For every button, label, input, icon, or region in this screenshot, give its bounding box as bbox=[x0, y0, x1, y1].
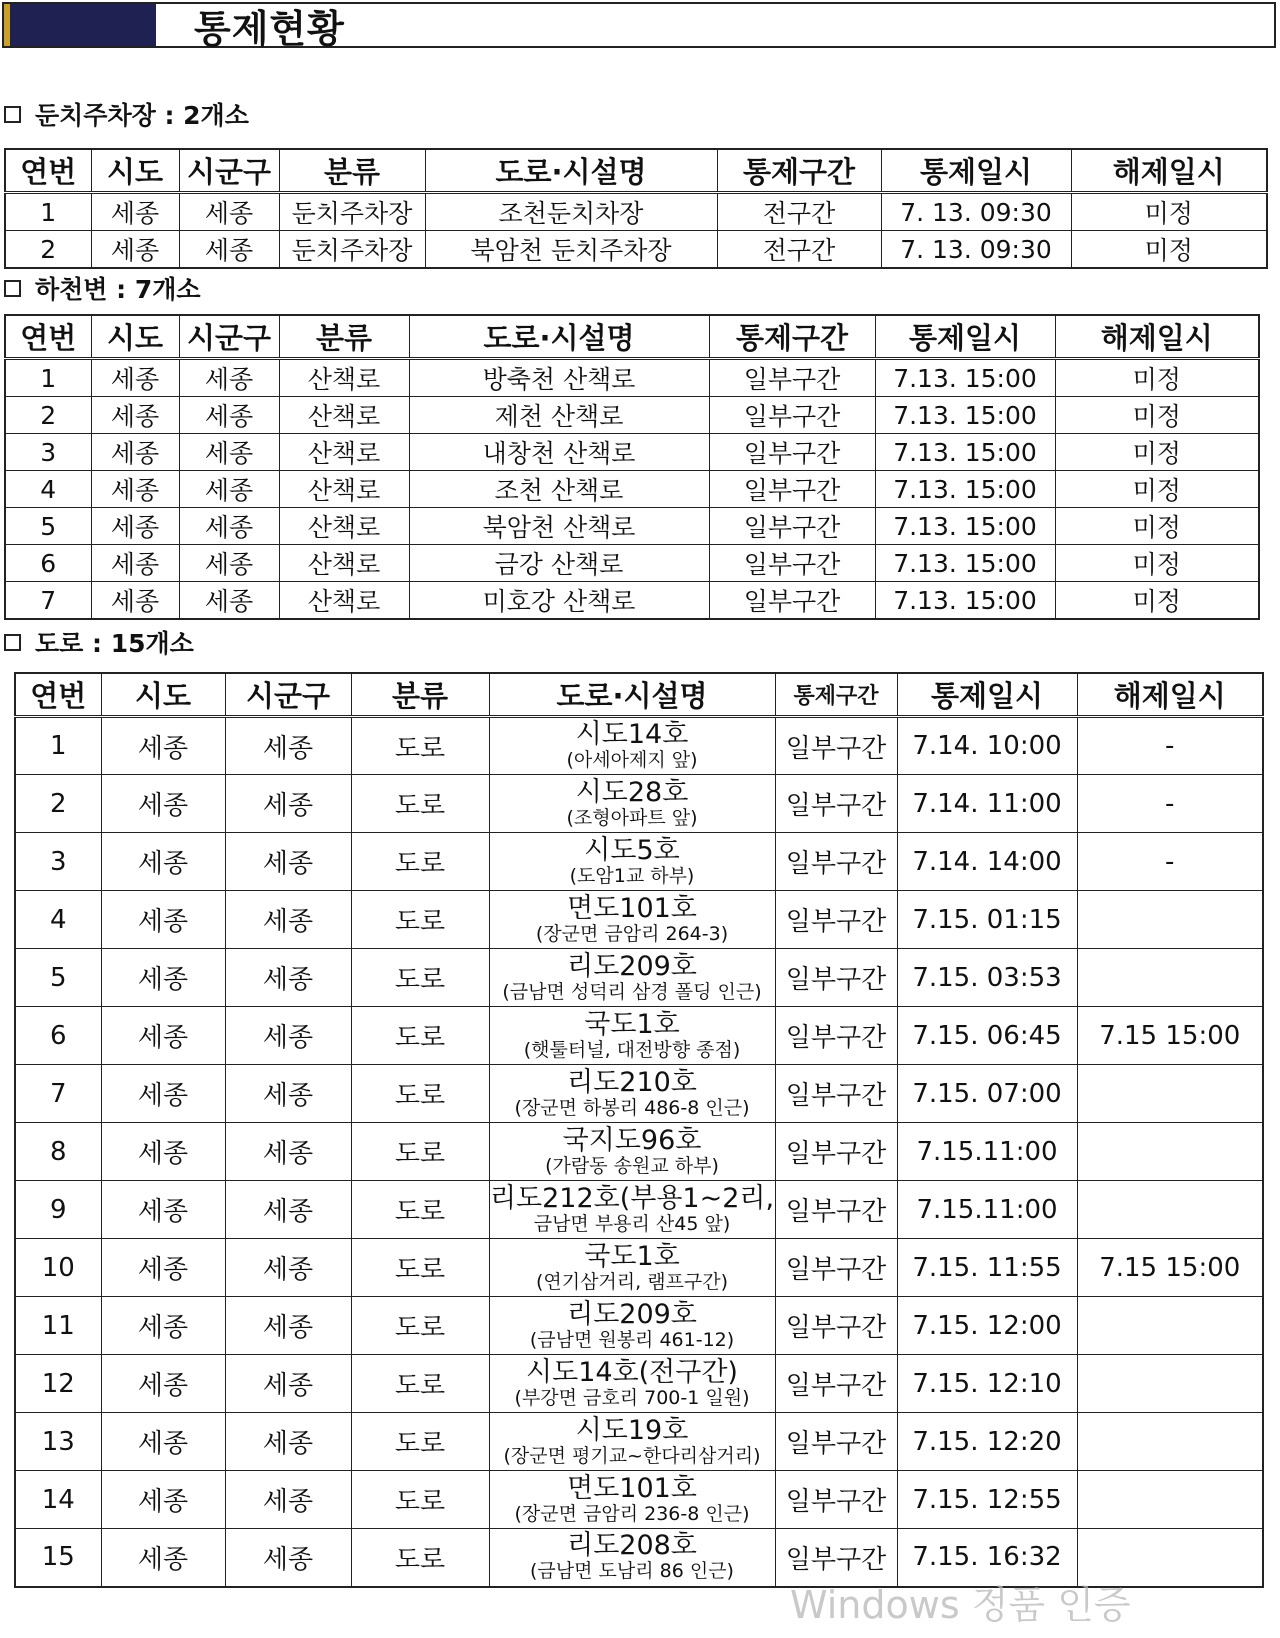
table-cell bbox=[489, 1007, 775, 1065]
table-cell bbox=[489, 1123, 775, 1181]
table-header-row bbox=[5, 315, 1259, 359]
table-cell: 세종 bbox=[225, 1529, 351, 1587]
table-row bbox=[15, 1355, 1263, 1413]
table-cell: 산책로 bbox=[279, 471, 409, 508]
table-cell: 일부구간 bbox=[709, 545, 875, 582]
table-cell: 5 bbox=[15, 949, 101, 1007]
table-cell: 도로 bbox=[351, 1413, 489, 1471]
table-cell bbox=[489, 949, 775, 1007]
column-header: 분류 bbox=[279, 149, 425, 193]
column-header: 통제구간 bbox=[775, 673, 897, 717]
table-cell: - bbox=[1077, 717, 1263, 775]
table-cell: 7.15. 07:00 bbox=[897, 1065, 1077, 1123]
table-cell: 세종 bbox=[225, 1007, 351, 1065]
table-cell: 일부구간 bbox=[775, 1413, 897, 1471]
table-cell: 7.13. 15:00 bbox=[875, 545, 1055, 582]
table-cell: 세종 bbox=[101, 1007, 225, 1065]
table-cell bbox=[489, 1181, 775, 1239]
table-cell: 방축천 산책로 bbox=[409, 359, 709, 397]
table-cell: 7.15. 01:15 bbox=[897, 891, 1077, 949]
table-cell: 일부구간 bbox=[775, 949, 897, 1007]
table-cell: 2 bbox=[15, 775, 101, 833]
column-header: 연번 bbox=[15, 673, 101, 717]
facility-location: (금남면 원봉리 461-12) bbox=[529, 1328, 735, 1351]
table-cell: 세종 bbox=[179, 397, 279, 434]
table-cell: 11 bbox=[15, 1297, 101, 1355]
table-cell: 미정 bbox=[1055, 434, 1259, 471]
table-cell bbox=[489, 1471, 775, 1529]
table-cell: 7.15. 12:55 bbox=[897, 1471, 1077, 1529]
checkbox-icon bbox=[4, 280, 21, 297]
table-cell: - bbox=[1077, 833, 1263, 891]
facility-name: 리도209호 bbox=[567, 1298, 697, 1330]
table-cell: 7 bbox=[5, 582, 91, 620]
table-cell bbox=[1077, 891, 1263, 949]
table-cell: 7.14. 10:00 bbox=[897, 717, 1077, 775]
facility-location: (장군면 금암리 236-8 인근) bbox=[514, 1502, 750, 1525]
facility-name: 면도101호 bbox=[567, 892, 697, 924]
table-cell: 도로 bbox=[351, 775, 489, 833]
table-cell: 15 bbox=[15, 1529, 101, 1587]
table-cell: 7 bbox=[15, 1065, 101, 1123]
section-heading-text: 하천변 : 7개소 bbox=[35, 275, 201, 304]
table-cell: 7.13. 15:00 bbox=[875, 359, 1055, 397]
table-cell: 세종 bbox=[225, 833, 351, 891]
table-cell: 세종 bbox=[101, 1181, 225, 1239]
table-cell: 7. 13. 09:30 bbox=[881, 193, 1071, 231]
table-row bbox=[15, 1007, 1263, 1065]
table-cell bbox=[1077, 1355, 1263, 1413]
table-cell: 일부구간 bbox=[775, 1123, 897, 1181]
section-heading-text: 도로 : 15개소 bbox=[35, 629, 194, 658]
column-header: 도로·시설명 bbox=[489, 673, 775, 717]
table-cell: 세종 bbox=[91, 193, 179, 231]
table-row bbox=[5, 471, 1259, 508]
table-cell bbox=[489, 891, 775, 949]
facility-name: 시도14호 bbox=[575, 719, 689, 750]
table-cell: 7.15. 12:10 bbox=[897, 1355, 1077, 1413]
facility-name: 리도210호 bbox=[567, 1066, 697, 1098]
facility-name: 리도212호(부용1~2리, bbox=[489, 1182, 775, 1214]
table-cell: 도로 bbox=[351, 1123, 489, 1181]
table-row bbox=[15, 891, 1263, 949]
table-cell: 조천 산책로 bbox=[409, 471, 709, 508]
table-cell: 세종 bbox=[101, 1355, 225, 1413]
table-cell: 세종 bbox=[91, 508, 179, 545]
table-cell: 세종 bbox=[101, 833, 225, 891]
table-cell: 7.15 15:00 bbox=[1077, 1239, 1263, 1297]
table-row bbox=[15, 1471, 1263, 1529]
table-cell bbox=[489, 1529, 775, 1587]
column-header: 통제구간 bbox=[717, 149, 881, 193]
facility-location: (장군면 하봉리 486-8 인근) bbox=[514, 1096, 750, 1119]
table-cell: 7.15. 06:45 bbox=[897, 1007, 1077, 1065]
table-row bbox=[15, 1065, 1263, 1123]
column-header: 연번 bbox=[5, 149, 91, 193]
table-cell: 1 bbox=[5, 193, 91, 231]
column-header: 도로·시설명 bbox=[425, 149, 717, 193]
watermark: Windows 정품 인증 bbox=[790, 1583, 1131, 1627]
column-header: 해제일시 bbox=[1077, 673, 1263, 717]
table-cell: 세종 bbox=[179, 193, 279, 231]
table-row bbox=[15, 1181, 1263, 1239]
table-cell: 미정 bbox=[1055, 508, 1259, 545]
table-cell: 일부구간 bbox=[709, 471, 875, 508]
table-cell: 산책로 bbox=[279, 359, 409, 397]
table-cell: 일부구간 bbox=[709, 397, 875, 434]
table-row bbox=[15, 1297, 1263, 1355]
table-row bbox=[15, 1239, 1263, 1297]
title-accent-block bbox=[4, 4, 156, 46]
table-cell: 세종 bbox=[179, 508, 279, 545]
table-cell: 7.13. 15:00 bbox=[875, 471, 1055, 508]
table-cell: 세종 bbox=[91, 582, 179, 620]
table-cell: 세종 bbox=[225, 1181, 351, 1239]
table-cell: 도로 bbox=[351, 833, 489, 891]
table-cell: 세종 bbox=[101, 1529, 225, 1587]
table-cell: 세종 bbox=[179, 231, 279, 269]
table-cell: 세종 bbox=[225, 1355, 351, 1413]
table-cell: 세종 bbox=[179, 582, 279, 620]
column-header: 시도 bbox=[101, 673, 225, 717]
facility-location: (햇툴터널, 대전방향 종점) bbox=[523, 1038, 741, 1061]
table-cell: 세종 bbox=[225, 1413, 351, 1471]
table-cell: 7.15. 16:32 bbox=[897, 1529, 1077, 1587]
table-cell bbox=[1077, 1297, 1263, 1355]
table-cell: 둔치주차장 bbox=[279, 193, 425, 231]
column-header: 시도 bbox=[91, 315, 179, 359]
table-cell: 세종 bbox=[225, 717, 351, 775]
table-row bbox=[15, 1413, 1263, 1471]
table-row bbox=[5, 434, 1259, 471]
column-header: 시군구 bbox=[225, 673, 351, 717]
facility-name: 시도28호 bbox=[575, 776, 689, 808]
facility-location: (장군면 금암리 264-3) bbox=[535, 922, 729, 945]
column-header: 도로·시설명 bbox=[409, 315, 709, 359]
facility-location: (금남면 성덕리 삼경 폴딩 인근) bbox=[502, 980, 762, 1003]
table-cell: 세종 bbox=[179, 359, 279, 397]
table-cell bbox=[1077, 1181, 1263, 1239]
table-cell: 일부구간 bbox=[775, 1471, 897, 1529]
column-header: 시도 bbox=[91, 149, 179, 193]
facility-name: 시도14호(전구간) bbox=[526, 1356, 738, 1388]
table-cell: 일부구간 bbox=[775, 1239, 897, 1297]
section-heading-parking bbox=[4, 96, 249, 132]
table-parking bbox=[4, 148, 1268, 269]
table-cell: 산책로 bbox=[279, 397, 409, 434]
table-cell: 일부구간 bbox=[775, 1355, 897, 1413]
table-cell: 일부구간 bbox=[709, 582, 875, 620]
table-cell: 도로 bbox=[351, 1239, 489, 1297]
table-cell: 7.14. 14:00 bbox=[897, 833, 1077, 891]
column-header: 연번 bbox=[5, 315, 91, 359]
column-header: 통제일시 bbox=[881, 149, 1071, 193]
table-row bbox=[5, 193, 1267, 231]
table-cell bbox=[489, 1413, 775, 1471]
table-cell: 일부구간 bbox=[709, 508, 875, 545]
table-cell bbox=[489, 1297, 775, 1355]
checkbox-icon bbox=[4, 106, 21, 123]
table-cell: 일부구간 bbox=[775, 1007, 897, 1065]
facility-location: (연기삼거리, 램프구간) bbox=[535, 1270, 729, 1293]
table-cell: 7.15. 11:55 bbox=[897, 1239, 1077, 1297]
table-row bbox=[5, 397, 1259, 434]
column-header: 시군구 bbox=[179, 315, 279, 359]
table-cell: 세종 bbox=[101, 1065, 225, 1123]
table-cell: 3 bbox=[5, 434, 91, 471]
table-row bbox=[15, 833, 1263, 891]
column-header: 해제일시 bbox=[1055, 315, 1259, 359]
table-cell: 세종 bbox=[225, 891, 351, 949]
table-cell: 세종 bbox=[91, 545, 179, 582]
facility-location: (부강면 금호리 700-1 일원) bbox=[514, 1386, 750, 1409]
table-cell: 도로 bbox=[351, 1181, 489, 1239]
table-cell: 세종 bbox=[225, 1297, 351, 1355]
column-header: 시군구 bbox=[179, 149, 279, 193]
table-cell: 4 bbox=[15, 891, 101, 949]
table-cell: 일부구간 bbox=[775, 1181, 897, 1239]
table-cell: 세종 bbox=[179, 545, 279, 582]
column-header: 통제구간 bbox=[709, 315, 875, 359]
table-cell: 미정 bbox=[1071, 193, 1267, 231]
table-cell: 일부구간 bbox=[775, 1065, 897, 1123]
table-cell: 전구간 bbox=[717, 193, 881, 231]
title-bar bbox=[2, 2, 1276, 51]
table-cell: 일부구간 bbox=[775, 1297, 897, 1355]
table-cell: 일부구간 bbox=[775, 833, 897, 891]
table-cell bbox=[1077, 1413, 1263, 1471]
table-cell: 산책로 bbox=[279, 545, 409, 582]
facility-location: 금남면 부용리 산45 앞) bbox=[533, 1212, 731, 1235]
table-cell: 일부구간 bbox=[775, 775, 897, 833]
table-cell: 5 bbox=[5, 508, 91, 545]
table-cell: 1 bbox=[15, 717, 101, 775]
table-cell: 세종 bbox=[101, 1123, 225, 1181]
table-cell bbox=[1077, 1123, 1263, 1181]
table-cell bbox=[489, 1239, 775, 1297]
table-cell: 세종 bbox=[225, 1239, 351, 1297]
table-cell: 도로 bbox=[351, 717, 489, 775]
table-cell: 세종 bbox=[225, 1065, 351, 1123]
facility-name: 시도5호 bbox=[584, 834, 680, 866]
facility-name: 시도19호 bbox=[575, 1414, 689, 1446]
table-cell: 세종 bbox=[101, 1239, 225, 1297]
table-cell: 세종 bbox=[91, 471, 179, 508]
table-cell: 세종 bbox=[225, 1471, 351, 1529]
table-cell: 도로 bbox=[351, 949, 489, 1007]
table-cell: 일부구간 bbox=[775, 891, 897, 949]
table-cell: 14 bbox=[15, 1471, 101, 1529]
table-cell: 세종 bbox=[101, 949, 225, 1007]
table-cell: 3 bbox=[15, 833, 101, 891]
table-cell: 일부구간 bbox=[775, 1529, 897, 1587]
table-cell: 8 bbox=[15, 1123, 101, 1181]
table-riverside bbox=[4, 314, 1260, 620]
facility-location: (도암1교 하부) bbox=[569, 864, 695, 887]
table-cell: 도로 bbox=[351, 1007, 489, 1065]
table-cell: 도로 bbox=[351, 1471, 489, 1529]
table-cell: 제천 산책로 bbox=[409, 397, 709, 434]
table-cell: 미정 bbox=[1055, 397, 1259, 434]
facility-name: 국지도96호 bbox=[562, 1124, 702, 1156]
table-cell bbox=[489, 717, 775, 775]
table-cell: 내창천 산책로 bbox=[409, 434, 709, 471]
table-cell: 세종 bbox=[101, 717, 225, 775]
table-cell: 미정 bbox=[1055, 545, 1259, 582]
table-cell: 전구간 bbox=[717, 231, 881, 269]
table-cell: 세종 bbox=[101, 775, 225, 833]
table-cell: 세종 bbox=[101, 891, 225, 949]
table-cell: 미정 bbox=[1055, 582, 1259, 620]
facility-name: 리도208호 bbox=[567, 1530, 697, 1562]
table-cell: 미정 bbox=[1055, 471, 1259, 508]
table-cell: 7.15. 12:20 bbox=[897, 1413, 1077, 1471]
table-cell: 세종 bbox=[101, 1471, 225, 1529]
table-cell: 금강 산책로 bbox=[409, 545, 709, 582]
table-cell: 산책로 bbox=[279, 434, 409, 471]
facility-location: (가람동 송원교 하부) bbox=[545, 1154, 719, 1177]
column-header: 분류 bbox=[351, 673, 489, 717]
table-row bbox=[15, 949, 1263, 1007]
page-title: 통제현황 bbox=[194, 6, 345, 51]
column-header: 통제일시 bbox=[897, 673, 1077, 717]
table-cell bbox=[489, 833, 775, 891]
table-cell: 4 bbox=[5, 471, 91, 508]
table-cell: 도로 bbox=[351, 1529, 489, 1587]
column-header: 통제일시 bbox=[875, 315, 1055, 359]
table-row bbox=[5, 231, 1267, 269]
facility-location: (아세아제지 앞) bbox=[566, 749, 698, 771]
table-row bbox=[5, 508, 1259, 545]
table-cell: 6 bbox=[5, 545, 91, 582]
table-cell: 둔치주차장 bbox=[279, 231, 425, 269]
table-cell: 세종 bbox=[91, 397, 179, 434]
table-cell bbox=[1077, 1065, 1263, 1123]
table-cell: 7.15.11:00 bbox=[897, 1123, 1077, 1181]
table-cell: 세종 bbox=[179, 434, 279, 471]
table-cell: 세종 bbox=[101, 1297, 225, 1355]
table-cell bbox=[1077, 949, 1263, 1007]
table-cell: 7.13. 15:00 bbox=[875, 582, 1055, 620]
facility-name: 국도1호 bbox=[584, 1240, 680, 1272]
table-cell: 일부구간 bbox=[775, 717, 897, 775]
table-cell: 12 bbox=[15, 1355, 101, 1413]
table-header-row bbox=[5, 149, 1267, 193]
table-row bbox=[5, 582, 1259, 620]
table-cell: 일부구간 bbox=[709, 359, 875, 397]
table-cell: 산책로 bbox=[279, 582, 409, 620]
table-cell: 2 bbox=[5, 231, 91, 269]
section-heading-riverside bbox=[4, 270, 201, 306]
table-cell: 도로 bbox=[351, 1355, 489, 1413]
table-cell: 산책로 bbox=[279, 508, 409, 545]
table-row bbox=[15, 775, 1263, 833]
facility-location: (장군면 평기교~한다리삼거리) bbox=[503, 1444, 761, 1467]
table-cell: 1 bbox=[5, 359, 91, 397]
table-row bbox=[15, 717, 1263, 775]
table-cell: 세종 bbox=[179, 471, 279, 508]
table-road bbox=[14, 672, 1264, 1588]
table-cell: 북암천 둔치주차장 bbox=[425, 231, 717, 269]
facility-name: 국도1호 bbox=[584, 1008, 680, 1040]
facility-location: (조형아파트 앞) bbox=[566, 806, 698, 829]
column-header: 분류 bbox=[279, 315, 409, 359]
column-header: 해제일시 bbox=[1071, 149, 1267, 193]
section-heading-text: 둔치주차장 : 2개소 bbox=[35, 101, 249, 130]
table-cell: 7.13. 15:00 bbox=[875, 508, 1055, 545]
table-cell: 북암천 산책로 bbox=[409, 508, 709, 545]
table-cell: 13 bbox=[15, 1413, 101, 1471]
table-cell: 7. 13. 09:30 bbox=[881, 231, 1071, 269]
facility-name: 면도101호 bbox=[567, 1472, 697, 1504]
table-cell: - bbox=[1077, 775, 1263, 833]
table-cell: 미정 bbox=[1055, 359, 1259, 397]
table-cell: 도로 bbox=[351, 1065, 489, 1123]
table-cell: 조천둔치차장 bbox=[425, 193, 717, 231]
section-heading-road bbox=[4, 624, 194, 660]
table-cell: 7.15.11:00 bbox=[897, 1181, 1077, 1239]
table-cell: 7.13. 15:00 bbox=[875, 397, 1055, 434]
table-row bbox=[5, 359, 1259, 397]
table-cell: 7.14. 11:00 bbox=[897, 775, 1077, 833]
table-cell: 7.15. 03:53 bbox=[897, 949, 1077, 1007]
table-cell: 일부구간 bbox=[709, 434, 875, 471]
table-row bbox=[15, 1123, 1263, 1181]
table-cell bbox=[489, 775, 775, 833]
table-cell: 6 bbox=[15, 1007, 101, 1065]
table-cell: 세종 bbox=[91, 231, 179, 269]
table-header-row bbox=[15, 673, 1263, 717]
checkbox-icon bbox=[4, 634, 21, 651]
table-cell: 9 bbox=[15, 1181, 101, 1239]
table-cell: 도로 bbox=[351, 891, 489, 949]
table-cell bbox=[489, 1355, 775, 1413]
table-cell: 7.15. 12:00 bbox=[897, 1297, 1077, 1355]
table-cell: 세종 bbox=[101, 1413, 225, 1471]
table-cell: 세종 bbox=[225, 1123, 351, 1181]
table-cell: 2 bbox=[5, 397, 91, 434]
table-row bbox=[5, 545, 1259, 582]
table-cell: 7.13. 15:00 bbox=[875, 434, 1055, 471]
table-cell: 7.15 15:00 bbox=[1077, 1007, 1263, 1065]
table-cell bbox=[489, 1065, 775, 1123]
table-cell bbox=[1077, 1471, 1263, 1529]
table-cell: 미호강 산책로 bbox=[409, 582, 709, 620]
table-cell: 세종 bbox=[91, 359, 179, 397]
facility-name: 리도209호 bbox=[567, 950, 697, 982]
table-cell: 세종 bbox=[225, 949, 351, 1007]
facility-location: (금남면 도남리 86 인근) bbox=[530, 1560, 734, 1583]
table-cell: 도로 bbox=[351, 1297, 489, 1355]
table-cell: 세종 bbox=[91, 434, 179, 471]
table-cell: 미정 bbox=[1071, 231, 1267, 269]
table-cell: 10 bbox=[15, 1239, 101, 1297]
table-cell: 세종 bbox=[225, 775, 351, 833]
